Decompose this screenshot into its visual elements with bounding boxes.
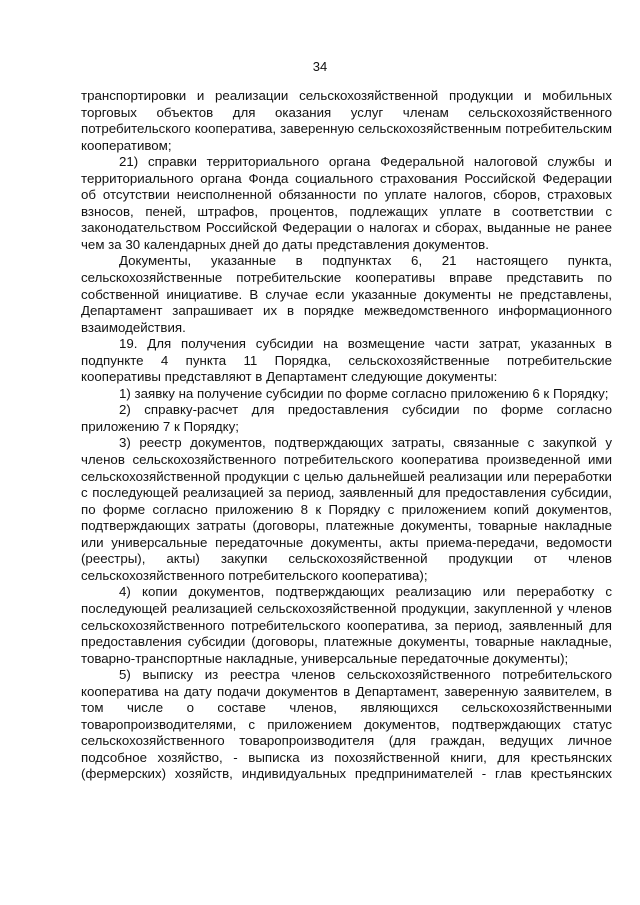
paragraph-continuation: транспортировки и реализации сельскохозяйственной продукции и мобильных торговых объектов для оказания услуг членам сельскохозяйственного потребительского кооператива, заверенную сельскохозяйственным потребительским кооперативом; — [81, 88, 612, 153]
paragraph-item-4: 4) копии документов, подтверждающих реализацию или переработку с последующей реализацией сельскохозяйственной продукции, закупленной у членов сельскохозяйственного потребительского кооператива, за период, заявленный для предоставления субсидии (договоры, платежные документы, товарные накладные, товарно-транспортные накладные, универсальные передаточные документы); — [81, 584, 612, 666]
paragraph-item-1: 1) заявку на получение субсидии по форме согласно приложению 6 к Порядку; — [119, 385, 609, 401]
paragraph-item-5: 5) выписку из реестра членов сельскохозяйственного потребительского кооператива на дату подачи документов в Департамент, заверенную заявителем, в том числе о составе членов, являющихся сельскохозяйственными товаропроизводителями, с приложением документов, подтверждающих статус сельскохозяйственного товаропроизводителя (для граждан, ведущих личное подсобное хозяйство, - выписка из похозяйственной книги, для крестьянских (фермерских) хозяйств, индивидуальных предпринимателей - глав крестьянских — [81, 667, 612, 782]
document-body — [81, 88, 612, 783]
paragraph-item-3: 3) реестр документов, подтверждающих затраты, связанные с закупкой у членов сельскохозяйственного потребительского кооператива произведенной ими сельскохозяйственной продукции с целью дальнейшей реализации или переработки с последующей реализацией за период, заявленный для предоставления субсидии, по форме согласно приложению 8 к Порядку с приложением копий документов, подтверждающих затраты (договоры, платежные документы, товарные накладные или универсальные передаточные документы, акты приема-передачи, ведомости (реестры), акты) закупки сельскохозяйственной продукции от членов сельскохозяйственного потребительского кооператива); — [81, 435, 612, 583]
paragraph-documents-note: Документы, указанные в подпунктах 6, 21 настоящего пункта, сельскохозяйственные потребительские кооперативы вправе представить по собственной инициативе. В случае если указанные документы не представлены, Департамент запрашивает их в порядке межведомственного информационного взаимодействия. — [81, 253, 612, 335]
page-number: 34 — [312, 59, 328, 74]
paragraph-section-19: 19. Для получения субсидии на возмещение части затрат, указанных в подпункте 4 пункта 11 Порядка, сельскохозяйственные потребительские кооперативы представляют в Департамент следующие документы: — [81, 336, 612, 385]
paragraph-item-2: 2) справку-расчет для предоставления субсидии по форме согласно приложению 7 к Порядку; — [81, 402, 612, 434]
paragraph-item-21: 21) справки территориального органа Федеральной налоговой службы и территориального органа Фонда социального страхования Российской Федерации об отсутствии неисполненной обязанности по уплате налогов, сборов, страховых взносов, пеней, штрафов, процентов, подлежащих уплате в соответствии с законодательством Российской Федерации о налогах и сборах, выданные не ранее чем за 30 календарных дней до даты представления документов. — [81, 154, 612, 252]
